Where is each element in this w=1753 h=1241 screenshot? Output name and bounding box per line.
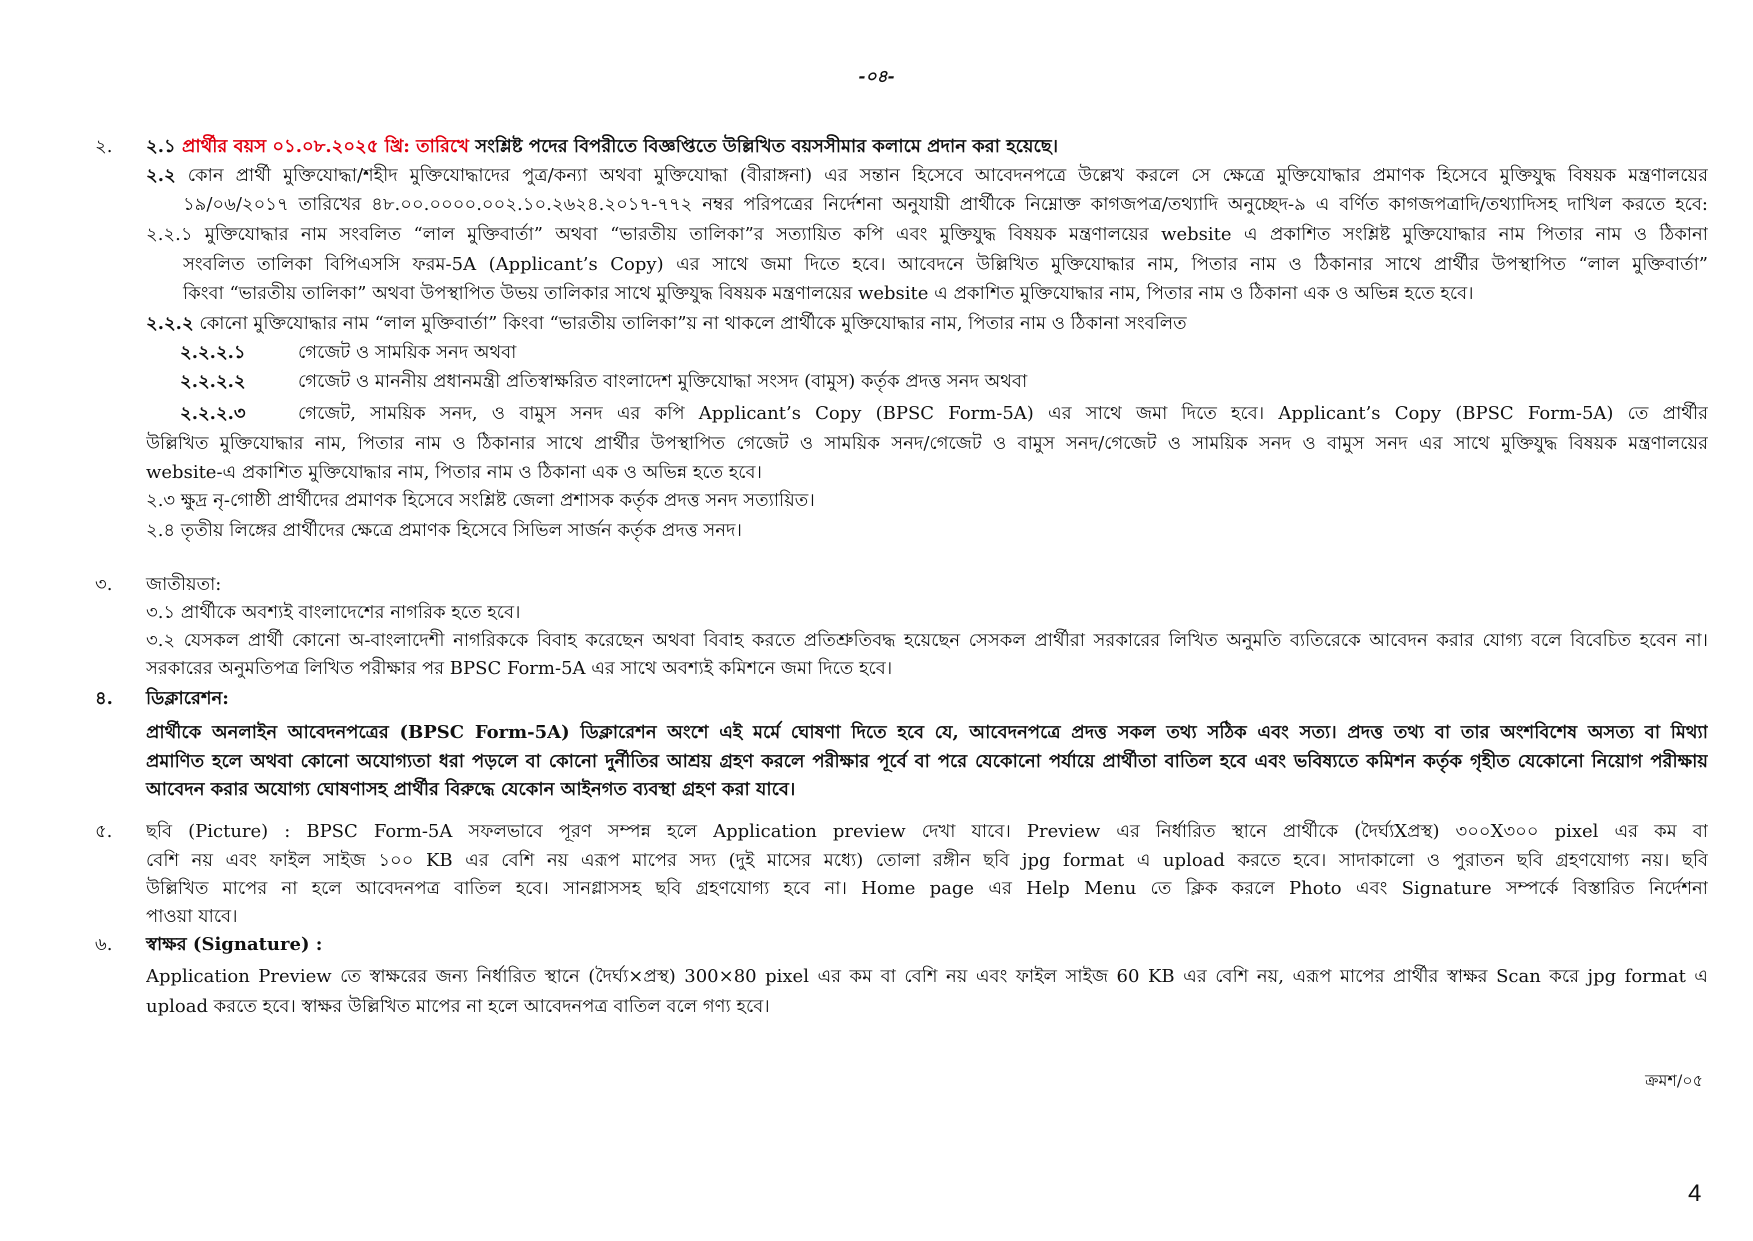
clause-3-2: ৩.২ যেসকল প্রার্থী কোনো অ-বাংলাদেশী নাগরিককে বিবাহ করেছেন অথবা বিবাহ করতে প্রতিশ্রুতিবদ্ধ হয়েছেন সেসকল প্রার্থীরা সরকারের লিখিত অনুমতি ব্যতিরেকে আবেদন করার যোগ্য বলে বিবেচিত হবেন না।: [146, 630, 1708, 651]
highlighted-text: প্রার্থীর বয়স ০১.০৮.২০২৫ খ্রি: তারিখে: [181, 136, 469, 157]
clause-2-2: [146, 163, 1708, 189]
clause-2-1: [146, 134, 1058, 160]
page-number: 4: [1688, 1180, 1702, 1207]
clause-text: কোনো মুক্তিযোদ্ধার নাম “লাল মুক্তিবার্তা” কিংবা “ভারতীয় তালিকা”য় না থাকলে প্রার্থীকে মুক্তিযোদ্ধার নাম, পিতার নাম ও ঠিকানা সংবলিত: [199, 313, 1187, 334]
signature-text: Application Preview তে স্বাক্ষরের জন্য নির্ধারিত স্থানে (দৈর্ঘ্য×প্রস্থ) 300×80 pixel এর কম বা বেশি নয় এবং ফাইল সাইজ 60 KB এর বেশি নয়, এরূপ মাপের প্রার্থীর স্বাক্ষর Scan করে jpg format এ: [146, 966, 1708, 987]
continued-note: ক্রমশ/০৫: [1645, 1071, 1703, 1090]
clause-text: গেজেট ও মাননীয় প্রধানমন্ত্রী প্রতিস্বাক্ষরিত বাংলাদেশ মুক্তিযোদ্ধা সংসদ (বামুস) কর্তৃক প্রদত্ত সনদ অথবা: [298, 371, 1028, 392]
declaration-text: প্রার্থীকে অনলাইন আবেদনপত্রের (BPSC Form-5A) ডিক্লারেশন অংশে এই মর্মে ঘোষণা দিতে হবে যে, আবেদনপত্রে প্রদত্ত সকল তথ্য সঠিক এবং সত্য। প্রদত্ত তথ্য বা তার অংশবিশেষ অসত্য বা মিথ্যা: [146, 722, 1708, 743]
clause-text: ১৯/০৬/২০১৭ তারিখের ৪৮.০০.০০০০.০০২.১০.২৬২৪.২০১৭-৭৭২ নম্বর পরিপত্রের নির্দেশনা অনুযায়ী প্রার্থীকে নিম্নোক্ত কাগজপত্র/তথ্যাদি অনুচ্ছেদ-৯ এ বর্ণিত কাগজপত্রাদি/তথ্যাদিসহ দাখিল করতে হবে:: [183, 194, 1708, 215]
clause-2-4: ২.৪ তৃতীয় লিঙ্গের প্রার্থীদের ক্ষেত্রে প্রমাণক হিসেবে সিভিল সার্জন কর্তৃক প্রদত্ত সনদ।: [146, 520, 742, 541]
clause-3-1: ৩.১ প্রার্থীকে অবশ্যই বাংলাদেশের নাগরিক হতে হবে।: [146, 602, 521, 623]
clause-text: website-এ প্রকাশিত মুক্তিযোদ্ধার নাম, পিতার নাম ও ঠিকানা এক ও অভিন্ন হতে হবে।: [146, 462, 762, 483]
signature-text: upload করতে হবে। স্বাক্ষর উল্লিখিত মাপের না হলে আবেদনপত্র বাতিল বলে গণ্য হবে।: [146, 996, 770, 1017]
clause-label: ২.২: [146, 165, 176, 186]
declaration-text: প্রমাণিত হলে অথবা কোনো অযোগ্যতা ধরা পড়লে বা কোনো দুর্নীতির আশ্রয় গ্রহণ করলে পরীক্ষার পূর্বে বা পরে যেকোনো পর্যায়ে প্রার্থীতা বাতিল হবে এবং ভবিষ্যতে কমিশন কর্তৃক গৃহীত যেকোনো নিয়োগ পরীক্ষায়: [146, 751, 1708, 772]
clause-2-2-2: [146, 311, 1187, 337]
section-title: জাতীয়তা:: [146, 574, 222, 595]
section-title: স্বাক্ষর (Signature) :: [146, 934, 323, 955]
declaration-text: আবেদন করার অযোগ্য ঘোষণাসহ প্রার্থীর বিরুদ্ধে যেকোন আইনগত ব্যবস্থা গ্রহণ করা যাবে।: [146, 779, 796, 800]
section-number: ৪.: [95, 688, 113, 709]
clause-2-2-1: ২.২.১ মুক্তিযোদ্ধার নাম সংবলিত “লাল মুক্তিবার্তা” অথবা “ভারতীয় তালিকা”র সত্যায়িত কপি এবং মুক্তিযুদ্ধ বিষয়ক মন্ত্রণালয়ের website এ প্রকাশিত সংশ্লিষ্ট মুক্তিযোদ্ধার নাম পিতার নাম ও ঠিকানা: [146, 224, 1708, 245]
clause-label: ২.১: [146, 136, 176, 157]
picture-text: উল্লিখিত মাপের না হলে আবেদনপত্র বাতিল হবে। সানগ্লাসসহ ছবি গ্রহণযোগ্য হবে না। Home page এর Help Menu তে ক্লিক করলে Photo এবং Signature সম্পর্কে বিস্তারিত নির্দেশনা: [146, 878, 1708, 899]
clause-2-3: ২.৩ ক্ষুদ্র নৃ-গোষ্ঠী প্রার্থীদের প্রমাণক হিসেবে সংশ্লিষ্ট জেলা প্রশাসক কর্তৃক প্রদত্ত সনদ সত্যায়িত।: [146, 490, 815, 511]
picture-text: ছবি (Picture) : BPSC Form-5A সফলভাবে পূরণ সম্পন্ন হলে Application preview দেখা যাবে। Preview এর নির্ধারিত স্থানে প্রার্থীকে (দৈর্ঘ্যXপ্রস্থ) ৩০০X৩০০ pixel এর কম বা: [146, 821, 1708, 842]
section-number: ৬.: [95, 934, 113, 955]
clause-text: সরকারের অনুমতিপত্র লিখিত পরীক্ষার পর BPSC Form-5A এর সাথে অবশ্যই কমিশনে জমা দিতে হবে।: [146, 658, 893, 679]
clause-text: গেজেট ও সাময়িক সনদ অথবা: [298, 342, 517, 363]
clause-label: ২.২.২.৩: [180, 403, 246, 424]
section-number: ২.: [95, 136, 113, 157]
clause-label: ২.২.২.২: [180, 371, 246, 392]
clause-text: গেজেট, সাময়িক সনদ, ও বামুস সনদ এর কপি Applicant’s Copy (BPSC Form-5A) এর সাথে জমা দিতে হবে। Applicant’s Copy (BPSC Form-5A) তে প্রার্থীর: [298, 403, 1708, 424]
clause-label: ২.২.২.১: [180, 342, 246, 363]
section-number: ৫.: [95, 821, 113, 842]
clause-text: সংশ্লিষ্ট পদের বিপরীতে বিজ্ঞপ্তিতে উল্লিখিত বয়সসীমার কলামে প্রদান করা হয়েছে।: [475, 136, 1059, 157]
picture-text: বেশি নয় এবং ফাইল সাইজ ১০০ KB এর বেশি নয় এরূপ মাপের সদ্য (দুই মাসের মধ্যে) তোলা রঙ্গীন ছবি jpg format এ upload করতে হবে। সাদাকালো ও পুরাতন ছবি গ্রহণযোগ্য নয়। ছবি: [146, 850, 1708, 871]
clause-label: ২.২.২: [146, 313, 194, 334]
clause-text: কিংবা “ভারতীয় তালিকা” অথবা উপস্থাপিত উভয় তালিকার সাথে মুক্তিযুদ্ধ বিষয়ক মন্ত্রণালয়ের website এ প্রকাশিত মুক্তিযোদ্ধার নাম, পিতার নাম ও ঠিকানা এক ও অভিন্ন হতে হবে।: [183, 283, 1474, 304]
clause-text: সংবলিত তালিকা বিপিএসসি ফরম-5A (Applicant’s Copy) এর সাথে জমা দিতে হবে। আবেদনে উল্লিখিত মুক্তিযোদ্ধার নাম, পিতার নাম ও ঠিকানার সাথে প্রার্থীর উপস্থাপিত “লাল মুক্তিবার্তা”: [183, 254, 1708, 275]
clause-text: উল্লিখিত মুক্তিযোদ্ধার নাম, পিতার নাম ও ঠিকানার সাথে প্রার্থীর উপস্থাপিত গেজেট ও সাময়িক সনদ/গেজেট ও বামুস সনদ/গেজেট ও সাময়িক সনদ ও বামুস সনদ এর সাথে মুক্তিযুদ্ধ বিষয়ক মন্ত্রণালয়ের: [146, 433, 1708, 454]
section-title: ডিক্লারেশন:: [146, 688, 229, 709]
section-number: ৩.: [95, 574, 113, 595]
page-marker: -০৪-: [858, 67, 895, 87]
picture-text: পাওয়া যাবে।: [146, 906, 238, 927]
clause-text: কোন প্রার্থী মুক্তিযোদ্ধা/শহীদ মুক্তিযোদ্ধাদের পুত্র/কন্যা অথবা মুক্তিযোদ্ধা (বীরাঙ্গনা) এর সন্তান হিসেবে আবেদনপত্রে উল্লেখ করলে সে ক্ষেত্রে মুক্তিযোদ্ধার প্রমাণক হিসেবে মুক্তিযুদ্ধ বিষয়ক মন্ত্রণালয়ের: [187, 165, 1708, 186]
